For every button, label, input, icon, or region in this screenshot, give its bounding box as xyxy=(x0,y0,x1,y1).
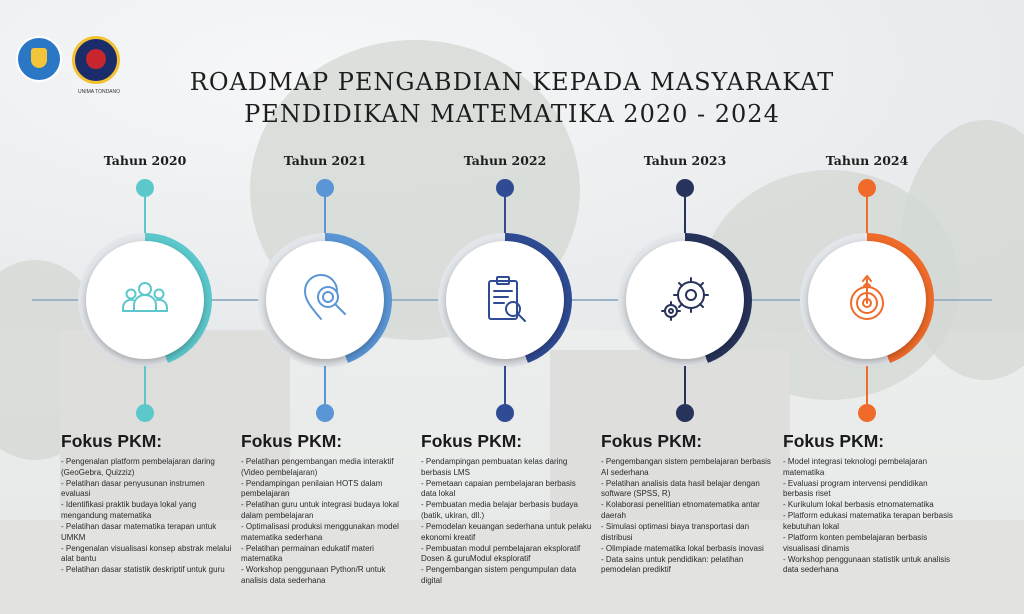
fokus-item: - Model integrasi teknologi pembelajaran matematika xyxy=(783,457,928,477)
timeline-milestone xyxy=(415,0,595,614)
fokus-item: - Pelatihan dasar statistik deskriptif untuk guru xyxy=(61,565,225,575)
fokus-heading: Fokus PKM: xyxy=(421,431,523,451)
university-logo-caption: UNIMA TONDANO xyxy=(77,89,121,95)
fokus-list xyxy=(783,457,955,577)
milestone-year: Tahun 2024 xyxy=(825,153,909,168)
fokus-item: - Pelatihan guru untuk integrasi budaya lokal dalam pembelajaran xyxy=(241,500,399,520)
fokus-item: - Workshop penggunaan Python/R untuk analisis data sederhana xyxy=(241,565,386,586)
fokus-item: - Pendampingan penilaian HOTS dalam pembelajaran xyxy=(241,478,383,499)
fokus-item: - Pembuatan modul pembelajaran eksploratif Dosen & guruModul eksploratif xyxy=(421,543,581,564)
milestone-bottom-stem xyxy=(684,366,686,404)
timeline-milestone xyxy=(55,0,235,614)
milestone-bottom-dot xyxy=(316,404,334,422)
fokus-list xyxy=(601,457,773,577)
timeline-milestone xyxy=(777,0,957,614)
fokus-item: - Pelatihan analisis data hasil belajar dengan software (SPSS, R) xyxy=(601,478,760,499)
fokus-item: - Pengembangan sistem pembelajaran berbasis AI sederhana xyxy=(601,457,771,477)
milestone-top-dot xyxy=(858,179,876,197)
milestone-bottom-stem xyxy=(866,366,868,404)
gears-icon xyxy=(655,269,715,329)
fokus-item: - Data sains untuk pendidikan: pelatihan pemodelan prediktif xyxy=(601,554,744,575)
people-group-icon xyxy=(115,269,175,329)
fokus-item: - Pendampingan pembuatan kelas daring berbasis LMS xyxy=(421,457,568,477)
fokus-item: - Pelatihan permainan edukatif materi matematika xyxy=(241,543,374,564)
milestone-top-dot xyxy=(676,179,694,197)
milestone-year: Tahun 2020 xyxy=(103,153,187,168)
milestone-bottom-dot xyxy=(496,404,514,422)
milestone-top-stem xyxy=(684,196,686,234)
milestone-bottom-dot xyxy=(136,404,154,422)
milestone-bottom-stem xyxy=(144,366,146,404)
milestone-year: Tahun 2021 xyxy=(283,153,367,168)
milestone-top-stem xyxy=(866,196,868,234)
fokus-item: - Platform konten pembelajaran berbasis visualisasi dinamis xyxy=(783,533,928,553)
fokus-item: - Optimalisasi produksi menggunakan model matematika sederhana xyxy=(241,522,399,542)
clipboard-search-icon xyxy=(475,269,535,329)
milestone-top-dot xyxy=(136,179,154,197)
fokus-item: - Platform edukasi matematika terapan berbasis kebutuhan lokal xyxy=(783,511,953,532)
timeline-milestone xyxy=(595,0,775,614)
fokus-item: - Identifikasi praktik budaya lokal yang mengandung matematika xyxy=(61,500,197,520)
fokus-item: - Workshop penggunaan statistik untuk analisis data sederhana xyxy=(783,554,951,575)
fokus-item: - Pengenalan visualisasi konsep abstrak melalui alat bantu xyxy=(61,543,232,564)
fokus-item: - Pemetaan capaian pembelajaran berbasis data lokal xyxy=(421,478,576,499)
fokus-heading: Fokus PKM: xyxy=(783,431,885,451)
fokus-item: - Pembuatan media belajar berbasis budaya (batik, ukiran, dll.) xyxy=(421,500,578,520)
fokus-heading: Fokus PKM: xyxy=(61,431,163,451)
timeline-milestone xyxy=(235,0,415,614)
milestone-bottom-dot xyxy=(676,404,694,422)
milestone-top-stem xyxy=(504,196,506,234)
fokus-item: - Pengenalan platform pembelajaran daring (GeoGebra, Quizziz) xyxy=(61,457,215,477)
page-subtitle: PENDIDIKAN MATEMATIKA 2020 - 2024 xyxy=(244,100,780,128)
fokus-item: - Evaluasi program intervensi pendidikan berbasis riset xyxy=(783,478,928,499)
fokus-heading: Fokus PKM: xyxy=(241,431,343,451)
location-search-icon xyxy=(295,269,355,329)
milestone-top-dot xyxy=(496,179,514,197)
milestone-top-stem xyxy=(144,196,146,234)
fokus-item: - Kurikulum lokal berbasis etnomatematika xyxy=(783,500,934,510)
fokus-list xyxy=(61,457,233,577)
fokus-list xyxy=(241,457,413,587)
milestone-bottom-dot xyxy=(858,404,876,422)
fokus-item: - Pengembangan sistem pengumpulan data digital xyxy=(421,565,577,586)
target-arrow-icon xyxy=(837,269,897,329)
fokus-item: - Pemodelan keuangan sederhana untuk pelaku ekonomi kreatif xyxy=(421,522,592,542)
fokus-item: - Olimpiade matematika lokal berbasis inovasi xyxy=(601,543,764,553)
fokus-item: - Kolaborasi penelitian etnomatematika antar daerah xyxy=(601,500,760,520)
fokus-item: - Pelatihan dasar penyusunan instrumen evaluasi xyxy=(61,478,205,499)
milestone-top-dot xyxy=(316,179,334,197)
fokus-heading: Fokus PKM: xyxy=(601,431,703,451)
milestone-bottom-stem xyxy=(324,366,326,404)
milestone-year: Tahun 2022 xyxy=(463,153,547,168)
page-title: ROADMAP PENGABDIAN KEPADA MASYARAKAT xyxy=(189,68,835,96)
fokus-item: - Pelatihan pengembangan media interaktif (Video pembelajaran) xyxy=(241,457,394,477)
milestone-bottom-stem xyxy=(504,366,506,404)
milestone-top-stem xyxy=(324,196,326,234)
fokus-item: - Simulasi optimasi biaya transportasi dan distribusi xyxy=(601,522,750,542)
fokus-list xyxy=(421,457,593,587)
milestone-year: Tahun 2023 xyxy=(643,153,727,168)
fokus-item: - Pelatihan dasar matematika terapan untuk UMKM xyxy=(61,522,217,542)
